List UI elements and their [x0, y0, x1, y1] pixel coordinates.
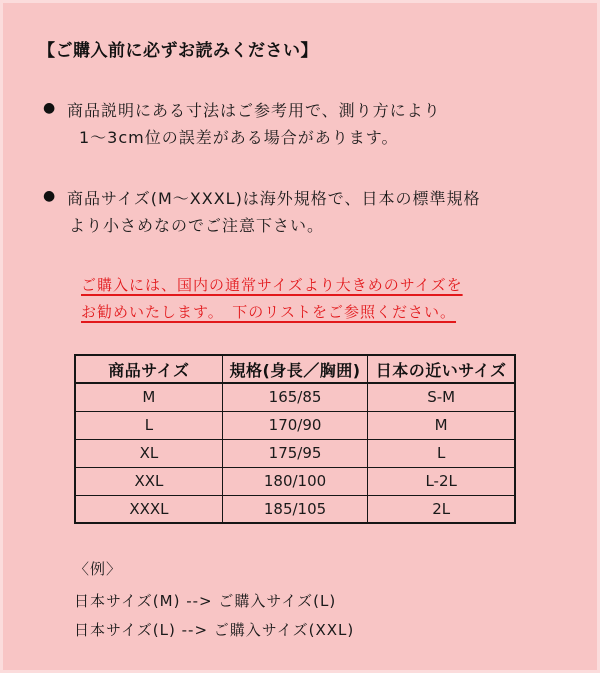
notice-line2: お勧めいたします。 下のリストをご参照ください。: [81, 303, 457, 321]
examples-label: 〈例〉: [74, 560, 123, 578]
table-header-row: [75, 355, 515, 383]
table-row: [75, 383, 515, 411]
example-line2: 日本サイズ(L) --> ご購入サイズ(XXL): [74, 621, 355, 639]
table-cell: 185/105: [222, 495, 367, 523]
bullet-icon: ●: [43, 100, 56, 116]
table-cell: M: [368, 411, 515, 439]
table-row: [75, 439, 515, 467]
table-cell: XXL: [75, 467, 222, 495]
size-conversion-table: [74, 354, 516, 524]
table-cell: L: [368, 439, 515, 467]
table-row: [75, 495, 515, 523]
bullet2-line2: より小さめなのでご注意下さい。: [69, 216, 325, 235]
page-title: 【ご購入前に必ずお読みください】: [38, 41, 318, 61]
header-spec: 規格(身長／胸囲): [222, 355, 367, 383]
bullet-text: [67, 97, 563, 151]
table-cell: 170/90: [222, 411, 367, 439]
header-product-size: 商品サイズ: [75, 355, 222, 383]
table-cell: M: [75, 383, 222, 411]
bullet2-line1: 商品サイズ(M～XXXL)は海外規格で、日本の標準規格: [67, 189, 481, 208]
table-cell: XL: [75, 439, 222, 467]
table-cell: 180/100: [222, 467, 367, 495]
bullet-item-size-standard-note: [43, 185, 563, 239]
table-row: [75, 411, 515, 439]
bullet1-line1: 商品説明にある寸法はご参考用で、測り方により: [67, 101, 441, 120]
size-examples: [74, 560, 354, 650]
bullet-item-measurement-note: [43, 97, 563, 151]
bullet-icon: ●: [43, 188, 56, 204]
table-cell: 2L: [368, 495, 515, 523]
table-cell: L: [75, 411, 222, 439]
table-cell: L-2L: [368, 467, 515, 495]
table-cell: 165/85: [222, 383, 367, 411]
table-cell: 175/95: [222, 439, 367, 467]
example-line1: 日本サイズ(M) --> ご購入サイズ(L): [74, 592, 337, 610]
table-cell: XXXL: [75, 495, 222, 523]
table-cell: S-M: [368, 383, 515, 411]
red-size-recommendation-notice: [81, 272, 463, 326]
table-row: [75, 467, 515, 495]
bullet-text: [67, 185, 563, 239]
header-japan-size: 日本の近いサイズ: [368, 355, 515, 383]
notice-line1: ご購入には、国内の通常サイズより大きめのサイズを: [81, 276, 463, 294]
bullet1-line2: 1～3cm位の誤差がある場合があります。: [79, 128, 399, 147]
